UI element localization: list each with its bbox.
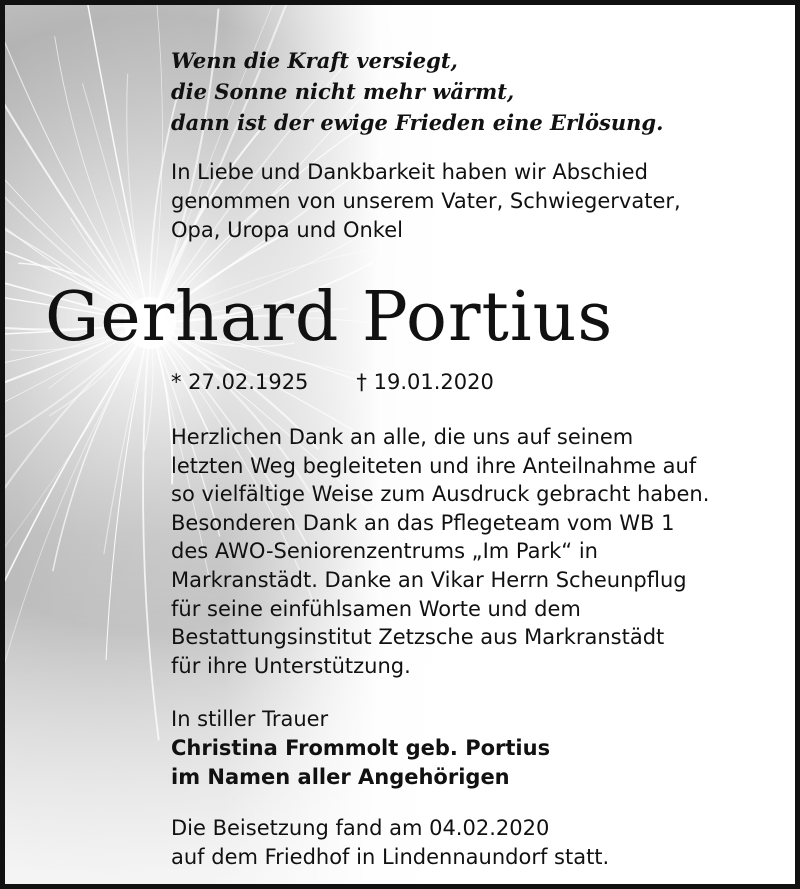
burial-line: auf dem Friedhof in Lindennaundorf statt. <box>171 845 610 869</box>
poem-verse <box>171 45 663 138</box>
thanks-line: letzten Weg begleiteten und ihre Anteilnahme auf <box>171 453 697 478</box>
death-date: † 19.01.2020 <box>356 370 494 394</box>
intro-line: In Liebe und Dankbarkeit haben wir Abschied <box>171 160 648 184</box>
birth-date: * 27.02.1925 <box>171 370 309 394</box>
thanks-line: so vielfältige Weise zum Ausdruck gebracht haben. <box>171 482 710 507</box>
farewell-intro <box>171 158 681 245</box>
thanks-line: Besonderen Dank an das Pflegeteam vom WB 1 <box>171 510 675 535</box>
thanks-line: Herzlichen Dank an alle, die uns auf seinem <box>171 425 634 449</box>
poem-line: die Sonne nicht mehr wärmt, <box>171 79 515 104</box>
thanks-line: Markranstädt. Danke an Vikar Herrn Scheunpflug <box>171 567 687 592</box>
thanks-line: für seine einfühlsamen Worte und dem <box>171 596 581 621</box>
thanks-paragraph <box>171 423 709 680</box>
thanks-line: Bestattungsinstitut Zetzsche aus Markranstädt <box>171 625 665 650</box>
deceased-name: Gerhard Portius <box>45 278 614 357</box>
life-dates <box>171 368 494 397</box>
poem-line: Wenn die Kraft versiegt, <box>171 48 458 73</box>
signature-line: im Namen aller Angehörigen <box>171 765 510 789</box>
burial-info <box>171 814 609 872</box>
poem-line: dann ist der ewige Frieden eine Erlösung. <box>171 110 664 135</box>
mourning-signature <box>171 705 550 792</box>
intro-line: genommen von unserem Vater, Schwiegervater, <box>171 189 681 213</box>
signature-line: Christina Frommolt geb. Portius <box>171 736 551 760</box>
burial-line: Die Beisetzung fand am 04.02.2020 <box>171 816 550 840</box>
mourning-intro: In stiller Trauer <box>171 707 329 731</box>
intro-line: Opa, Uropa und Onkel <box>171 218 403 242</box>
thanks-line: des AWO-Seniorenzentrums „Im Park“ in <box>171 539 598 564</box>
thanks-line: für ihre Unterstützung. <box>171 653 411 678</box>
